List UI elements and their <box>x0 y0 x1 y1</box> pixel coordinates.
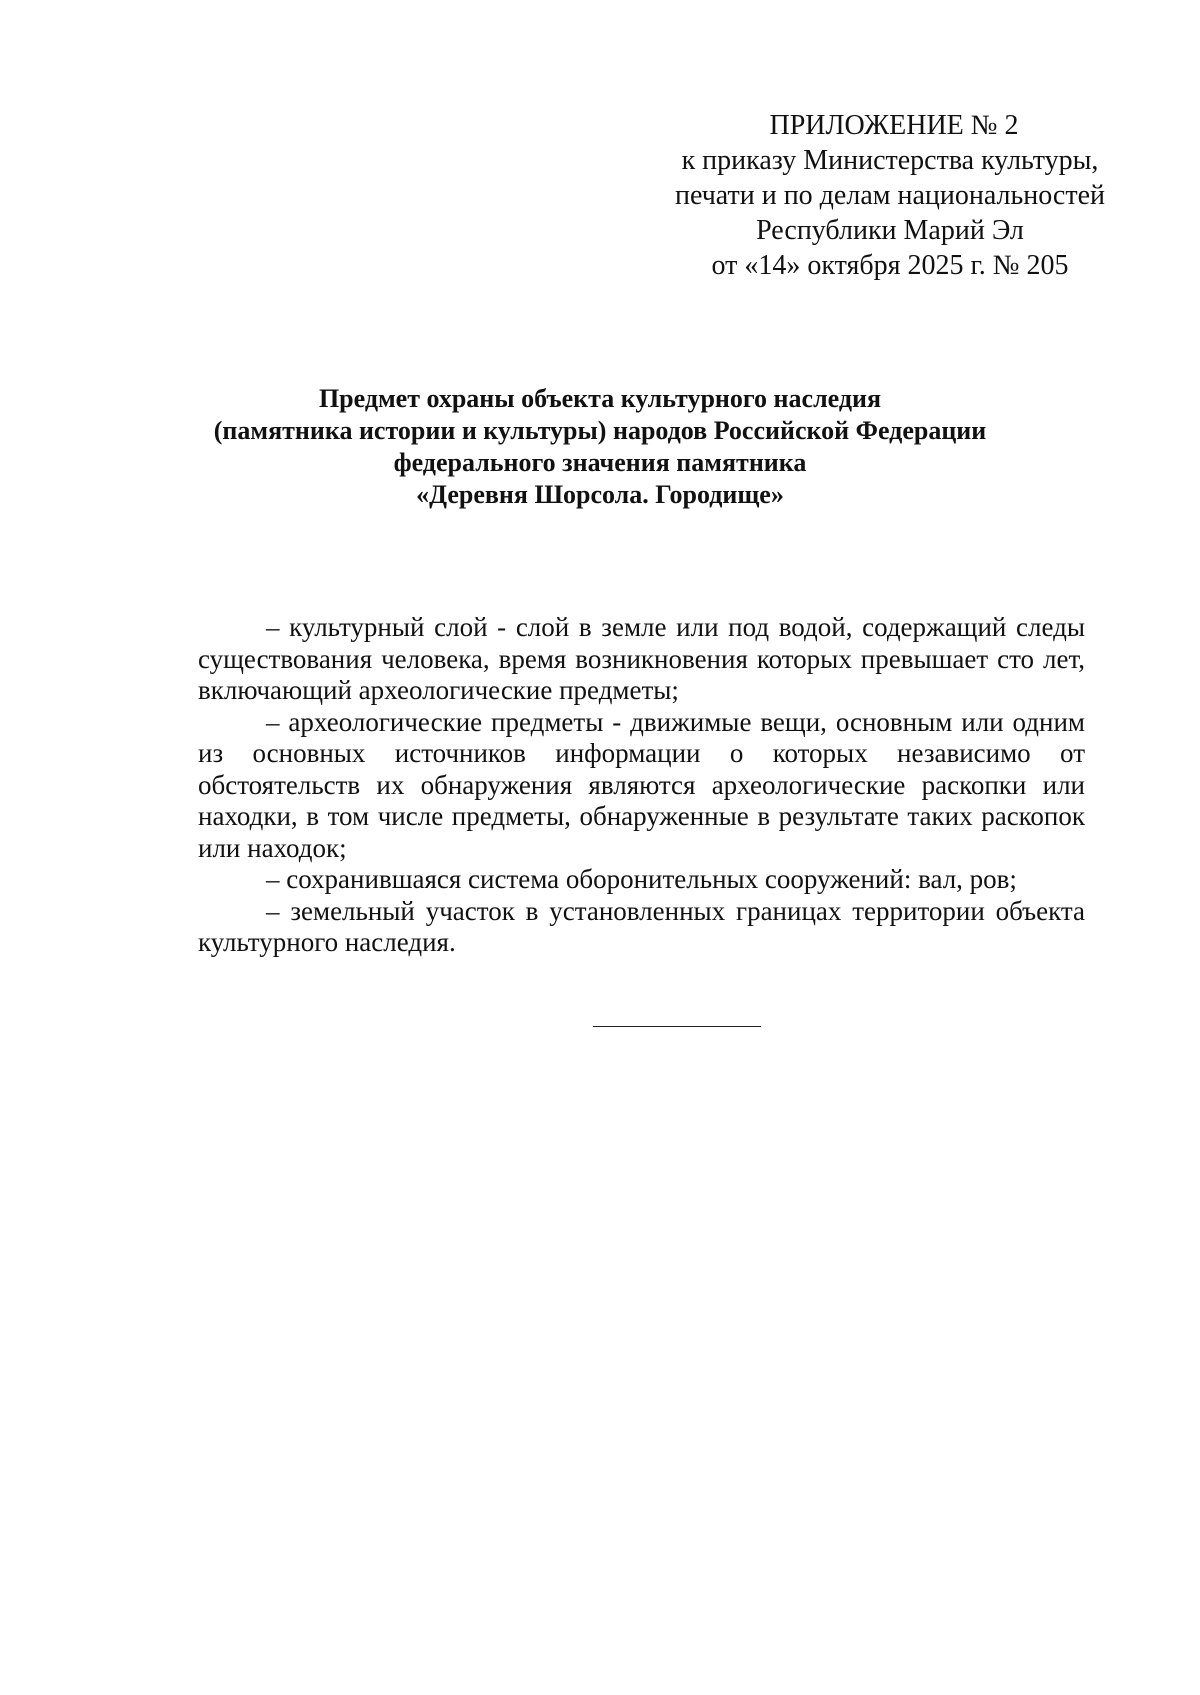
list-item: – земельный участок в установленных границах территории объекта культурного наследия. <box>198 895 1085 957</box>
title-line: (памятника истории и культуры) народов Российской Федерации <box>213 416 987 445</box>
list-item: – культурный слой - слой в земле или под водой, содержащий следы существования человека, время возникновения которых превышает сто лет, включающий археологические предметы; <box>198 612 1085 705</box>
title-line: «Деревня Шорсола. Городище» <box>416 480 784 509</box>
appendix-line: от «14» октября 2025 г. № 205 <box>711 250 1069 281</box>
title-line: Предмет охраны объекта культурного наследия <box>318 384 882 413</box>
appendix-line: к приказу Министерства культуры, <box>681 145 1099 176</box>
title-line: федерального значения памятника <box>393 448 807 477</box>
appendix-line: Республики Марий Эл <box>756 215 1024 246</box>
appendix-label: ПРИЛОЖЕНИЕ № 2 <box>769 110 1019 141</box>
appendix-line: печати и по делам национальностей <box>674 180 1106 211</box>
appendix-header <box>640 108 1140 283</box>
document-title <box>150 383 1050 511</box>
end-divider <box>593 1026 761 1027</box>
list-item: – сохранившаяся система оборонительных сооружений: вал, ров; <box>266 864 1017 894</box>
list-item: – археологические предметы - движимые вещи, основным или одним из основных источников информации о которых независимо от обстоятельств их обнаружения являются археологические раскопки или находки, в том числе предметы, обнаруженные в результате таких раскопок или находок; <box>198 706 1085 863</box>
document-body <box>198 612 1085 959</box>
